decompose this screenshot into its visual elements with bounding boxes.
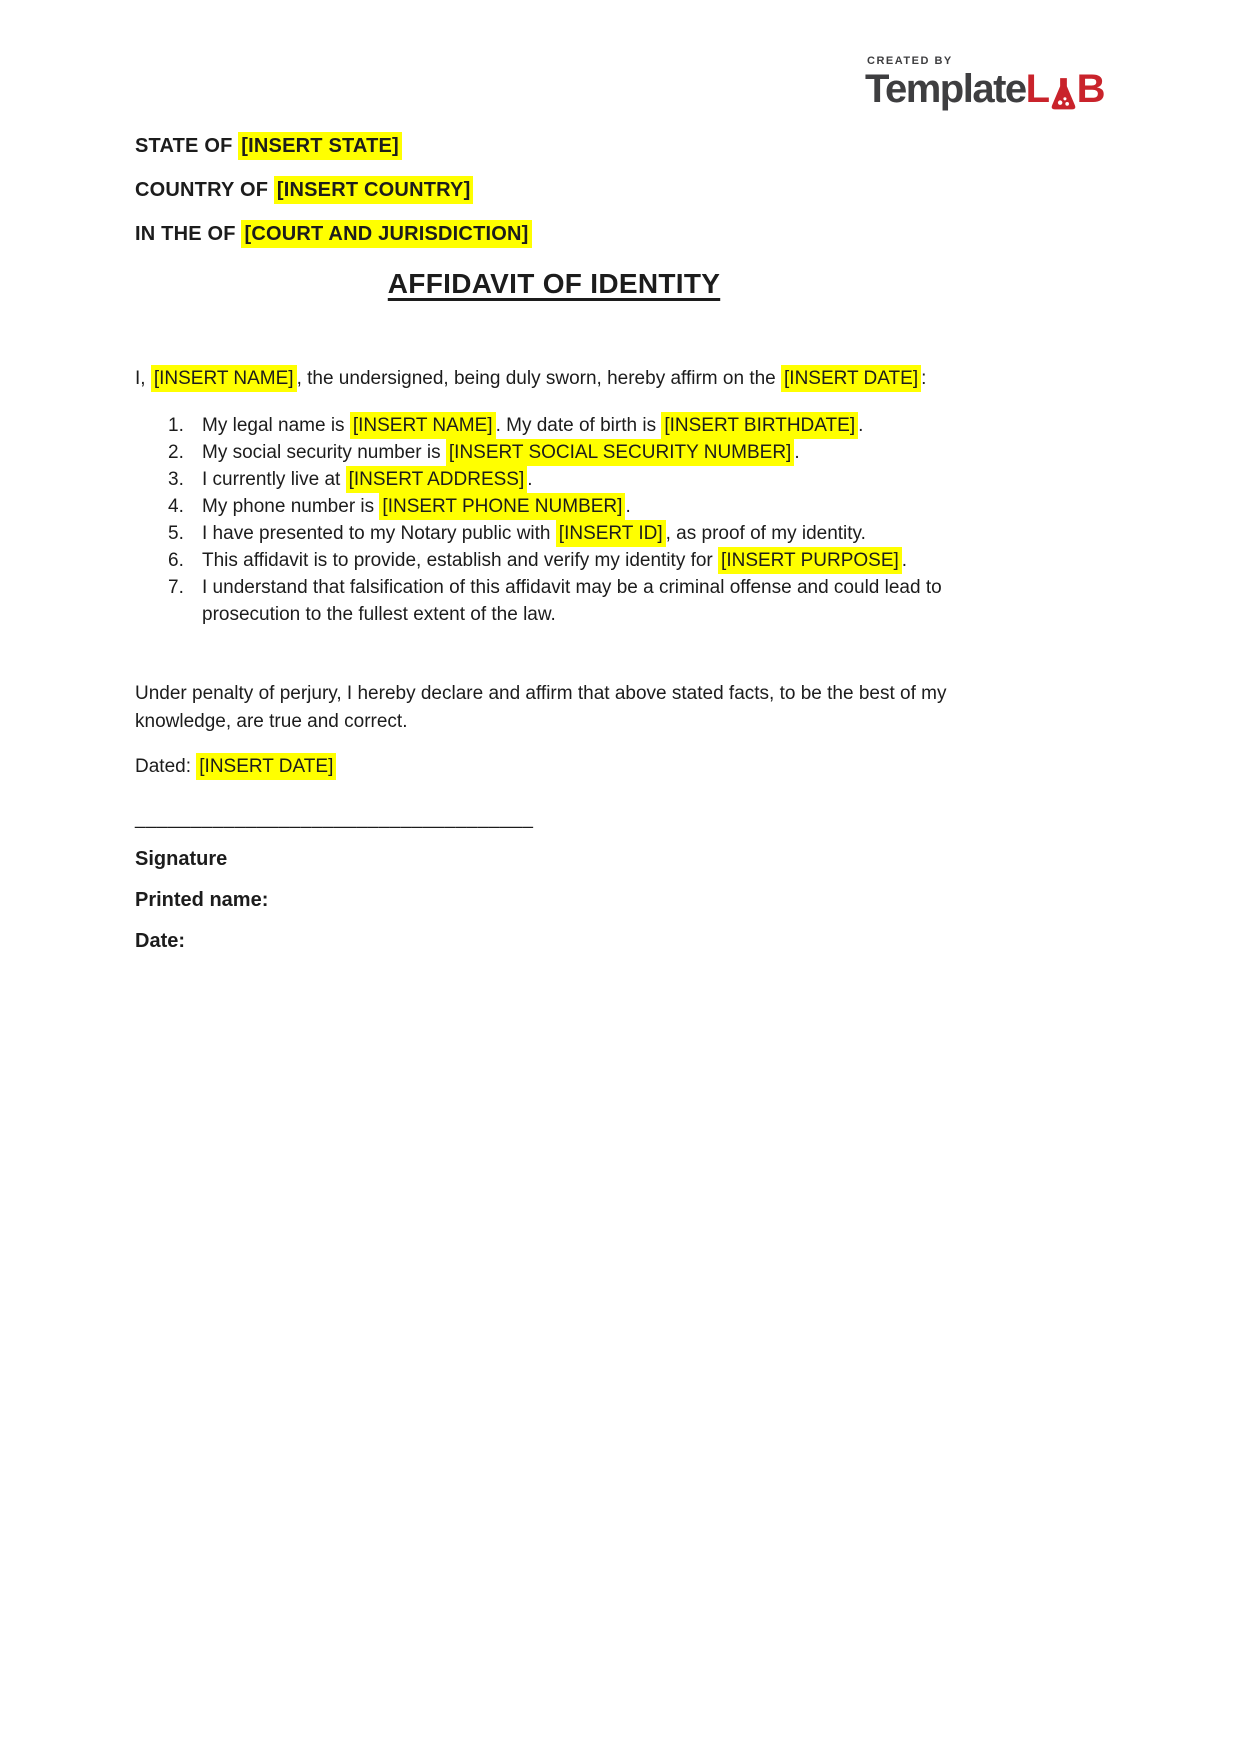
list-item-text <box>202 466 973 493</box>
printed-name-label: Printed name: <box>135 889 269 911</box>
text-segment: Dated: <box>135 756 197 777</box>
list-item-text <box>202 493 973 520</box>
highlighted-placeholder: [INSERT NAME] <box>151 365 297 392</box>
text-segment: My social security number is <box>202 442 446 463</box>
list-item-text <box>202 439 973 466</box>
highlighted-placeholder: [INSERT PHONE NUMBER] <box>379 493 625 520</box>
logo-brand-lab-l: L <box>1025 67 1049 111</box>
logo-brand-template: Template <box>865 67 1026 111</box>
document-body <box>135 0 973 951</box>
highlighted-placeholder: [INSERT DATE] <box>196 753 336 780</box>
highlighted-placeholder: [INSERT PURPOSE] <box>718 547 902 574</box>
text-segment: STATE OF <box>135 135 239 157</box>
court-jurisdiction-line <box>135 224 973 244</box>
highlighted-placeholder: [INSERT STATE] <box>238 132 402 160</box>
list-item-number: 7. <box>168 577 184 598</box>
highlighted-placeholder: [COURT AND JURISDICTION] <box>241 220 531 248</box>
list-item <box>168 439 973 466</box>
text-segment: . <box>794 442 800 463</box>
perjury-declaration-paragraph: Under penalty of perjury, I hereby declare and affirm that above stated facts, to be the best of my knowledge, are true and correct. <box>135 683 947 732</box>
text-segment: , the undersigned, being duly sworn, hereby affirm on the <box>296 368 782 389</box>
text-segment: My phone number is <box>202 496 380 517</box>
list-item-text <box>202 520 973 547</box>
text-segment: : <box>921 368 927 389</box>
text-segment: . <box>901 550 908 571</box>
date-label: Date: <box>135 930 186 952</box>
list-item-text <box>202 574 973 628</box>
list-item-number: 1. <box>168 415 184 436</box>
list-item <box>168 547 973 574</box>
list-item <box>168 466 973 493</box>
highlighted-placeholder: [INSERT NAME] <box>350 412 496 439</box>
text-segment: I have presented to my Notary public with <box>202 523 556 544</box>
list-item-number: 6. <box>168 550 184 571</box>
list-item-text <box>202 412 973 439</box>
text-segment: . My date of birth is <box>495 415 662 436</box>
text-segment: . <box>625 496 631 517</box>
text-segment: IN THE OF <box>135 223 242 245</box>
text-segment: , as proof of my identity. <box>665 523 866 544</box>
text-segment: This affidavit is to provide, establish and verify my identity for <box>202 550 719 571</box>
state-of-line <box>135 136 973 156</box>
list-item-number: 4. <box>168 496 184 517</box>
list-item <box>168 412 973 439</box>
list-item <box>168 493 973 520</box>
affidavit-statements-list <box>135 412 973 628</box>
text-segment: . <box>527 469 533 490</box>
signature-label: Signature <box>135 848 228 870</box>
list-item <box>168 574 973 628</box>
text-segment: My legal name is <box>202 415 350 436</box>
list-item-number: 5. <box>168 523 184 544</box>
dated-line <box>135 753 973 780</box>
flask-icon <box>1051 77 1076 110</box>
list-item-text <box>202 547 973 574</box>
highlighted-placeholder: [INSERT ID] <box>556 520 666 547</box>
highlighted-placeholder: [INSERT DATE] <box>781 365 921 392</box>
country-of-line <box>135 180 973 200</box>
intro-paragraph <box>135 365 973 392</box>
text-segment: I currently live at <box>202 469 346 490</box>
text-segment: I understand that falsification of this affidavit may be a criminal offense and could lead to prosecution to the fullest extent of the law. <box>202 577 942 625</box>
text-segment: . <box>858 415 864 436</box>
list-item-number: 3. <box>168 469 184 490</box>
text-segment: I, <box>135 368 151 389</box>
page-title: AFFIDAVIT OF IDENTITY <box>387 268 721 299</box>
list-item-number: 2. <box>168 442 184 463</box>
signature-rule-line: ____________________________________ <box>135 808 534 829</box>
logo-created-by-text: CREATED BY <box>867 55 953 67</box>
highlighted-placeholder: [INSERT ADDRESS] <box>346 466 528 493</box>
highlighted-placeholder: [INSERT COUNTRY] <box>274 176 474 204</box>
text-segment: COUNTRY OF <box>135 179 274 201</box>
list-item <box>168 520 973 547</box>
logo-brand-lab-b: B <box>1076 67 1104 111</box>
highlighted-placeholder: [INSERT SOCIAL SECURITY NUMBER] <box>446 439 794 466</box>
highlighted-placeholder: [INSERT BIRTHDATE] <box>661 412 858 439</box>
